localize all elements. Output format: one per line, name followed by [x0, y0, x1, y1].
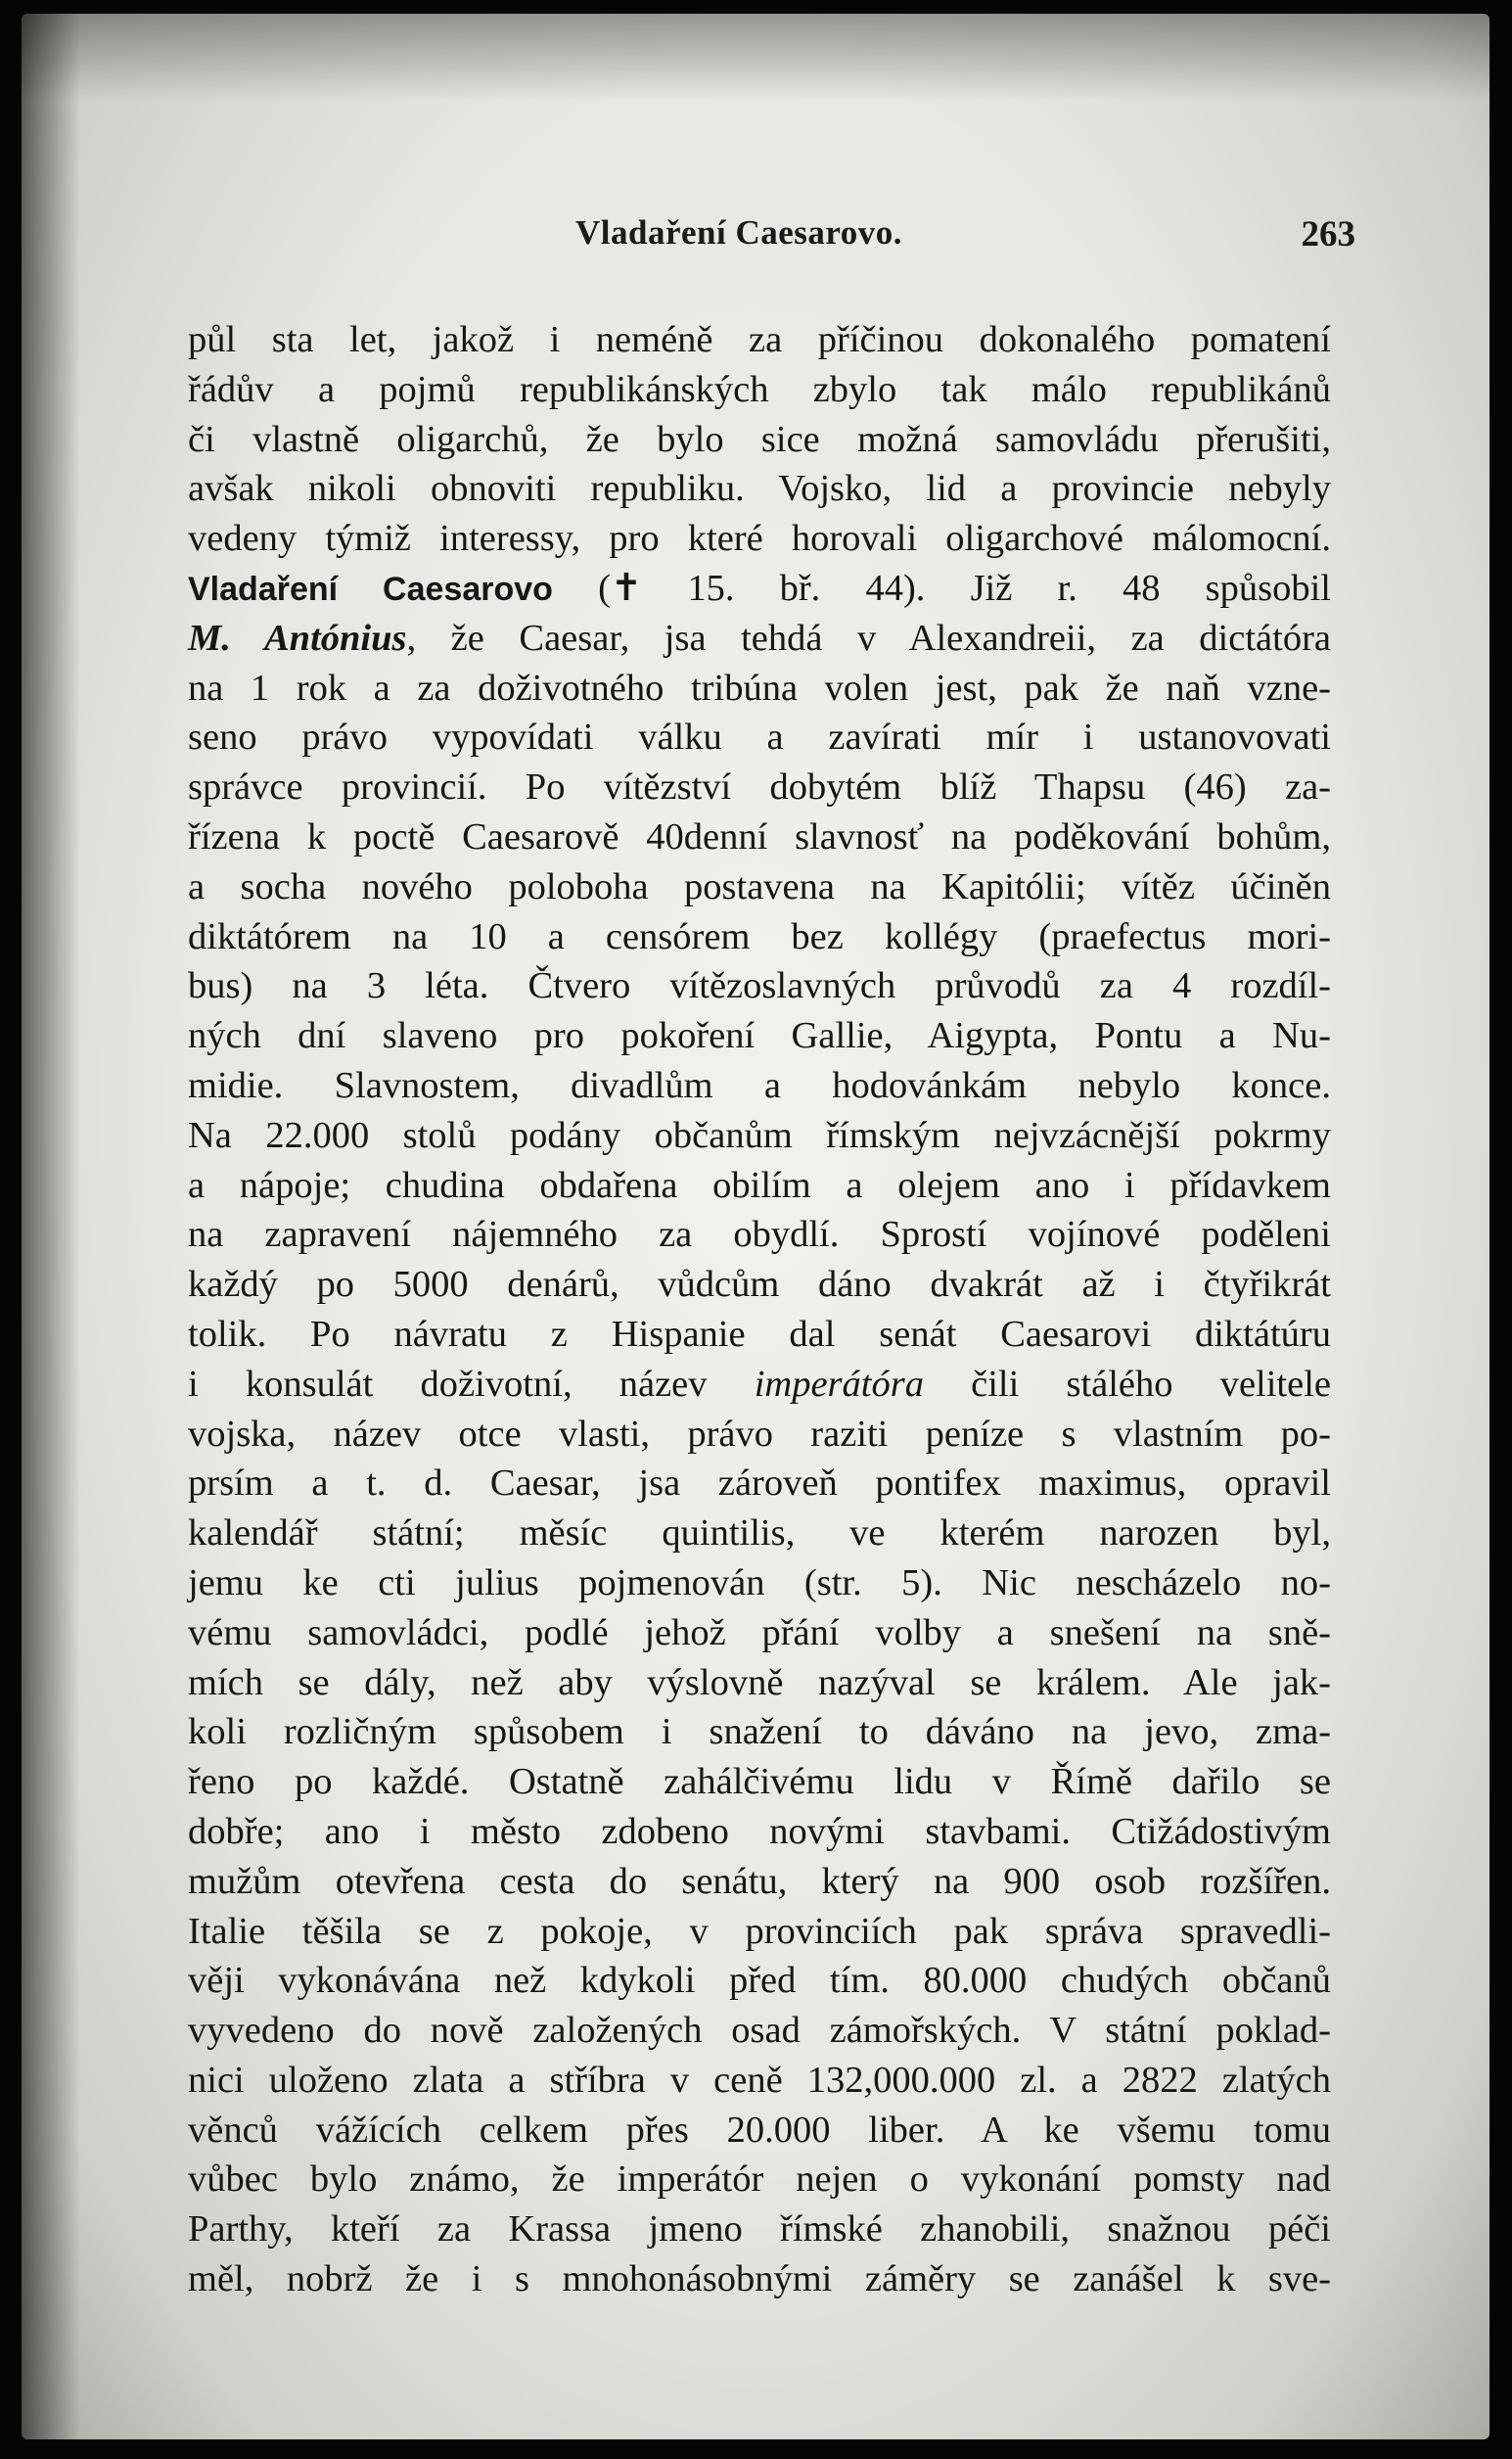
text-line: vyvedeno do nově založených osad zámořských. V státní poklad- [188, 2010, 1331, 2052]
text-line: prsím a t. d. Caesar, jsa zároveň pontifex maximus, opravil [188, 1462, 1331, 1505]
running-title: Vladaření Caesarovo. [575, 213, 903, 252]
text-line: Parthy, kteří za Krassa jmeno římské zhanobili, snažnou péči [188, 2208, 1331, 2250]
text-line: Na 22.000 stolů podány občanům římským nejvzácnější pokrmy [188, 1114, 1331, 1156]
text-line: a socha nového poloboha postavena na Kapitólii; vítěz účiněn [188, 865, 1331, 907]
text-line: jemu ke cti julius pojmenován (str. 5). Nic nescházelo no- [188, 1561, 1331, 1603]
text-run: (✝ 15. bř. 44). Již r. 48 spůsobil [552, 567, 1331, 609]
section-heading: Vladaření Caesarovo [188, 570, 553, 608]
text-line: mích se dály, než aby výslovně nazýval se králem. Ale jak- [188, 1661, 1331, 1703]
text-line: měl, nobrž že i s mnohonásobnými záměry se zanášel k sve- [188, 2258, 1331, 2300]
text-line: vojska, název otce vlasti, právo raziti peníze s vlastním po- [188, 1413, 1331, 1455]
text-line: avšak nikoli obnoviti republiku. Vojsko, lid a provincie nebyly [188, 468, 1331, 510]
text-line: nici uloženo zlata a stříbra v ceně 132,000.000 zl. a 2822 zlatých [188, 2059, 1331, 2101]
text-line: dobře; ano i město zdobeno novými stavbami. Ctižádostivým [188, 1810, 1331, 1852]
text-line: seno právo vypovídati válku a zavírati mír i ustanovovati [188, 717, 1331, 759]
italic-name: M. Antónius [188, 617, 407, 659]
italic-term: imperátóra [754, 1363, 924, 1405]
text-line: ných dní slaveno pro pokoření Gallie, Aigypta, Pontu a Nu- [188, 1015, 1331, 1057]
top-shadow [22, 14, 1489, 102]
text-line: správce provincií. Po vítězství dobytém blíž Thapsu (46) za- [188, 766, 1331, 809]
text-line: vůbec bylo známo, že imperátór nejen o vykonání pomsty nad [188, 2158, 1331, 2201]
text-line: diktátórem na 10 a censórem bez kollégy (praefectus mori- [188, 915, 1331, 957]
body-text [188, 315, 1331, 2304]
text-line: vému samovládci, podlé jehož přání volby a snešení na sně- [188, 1611, 1331, 1653]
text-line [188, 564, 1331, 614]
text-line: řízena k poctě Caesarově 40denní slavnosť na poděkování bohům, [188, 815, 1331, 858]
text-run: i konsulát doživotní, název [188, 1363, 755, 1405]
text-line [188, 1360, 1331, 1410]
text-line: každý po 5000 denárů, vůdcům dáno dvakrát až i čtyřikrát [188, 1264, 1331, 1306]
page-number: 263 [1301, 214, 1355, 255]
text-line: bus) na 3 léta. Čtvero vítězoslavných průvodů za 4 rozdíl- [188, 965, 1331, 1007]
text-line: řádův a pojmů republikánských zbylo tak málo republikánů [188, 368, 1331, 410]
page-header [176, 213, 1375, 262]
text-line: či vlastně oligarchů, že bylo sice možná samovládu přerušiti, [188, 418, 1331, 460]
text-line: věnců vážících celkem přes 20.000 liber. A ke všemu tomu [188, 2109, 1331, 2151]
text-line: vedeny týmiž interessy, pro které horovali oligarchové málomocní. [188, 518, 1331, 560]
text-line: řeno po každé. Ostatně zahálčivému lidu v Římě dařilo se [188, 1761, 1331, 1803]
text-line: Italie těšila se z pokoje, v provinciích pak správa spravedli- [188, 1910, 1331, 1952]
text-line: koli rozličným spůsobem i snažení to dáváno na jevo, zma- [188, 1711, 1331, 1753]
text-line: kalendář státní; měsíc quintilis, ve kterém narozen byl, [188, 1512, 1331, 1554]
binding-shadow [22, 14, 80, 2439]
text-line: midie. Slavnostem, divadlům a hodovánkám nebylo konce. [188, 1064, 1331, 1106]
text-line [188, 614, 1331, 664]
text-run: , že Caesar, jsa tehdá v Alexandreii, za dictátóra [406, 617, 1331, 659]
text-line: věji vykonávána než kdykoli před tím. 80.000 chudých občanů [188, 1960, 1331, 2002]
text-line: tolik. Po návratu z Hispanie dal senát Caesarovi diktátúru [188, 1313, 1331, 1355]
text-run: čili stálého velitele [923, 1363, 1331, 1405]
text-line: na 1 rok a za doživotného tribúna volen jest, pak že naň vzne- [188, 667, 1331, 709]
text-line: mužům otevřena cesta do senátu, který na 900 osob rozšířen. [188, 1860, 1331, 1902]
text-line: a nápoje; chudina obdařena obilím a olejem ano i přídavkem [188, 1164, 1331, 1206]
text-line: půl sta let, jakož i neméně za příčinou dokonalého pomatení [188, 319, 1331, 360]
text-line: na zapravení nájemného za obydlí. Sprostí vojínové poděleni [188, 1214, 1331, 1256]
